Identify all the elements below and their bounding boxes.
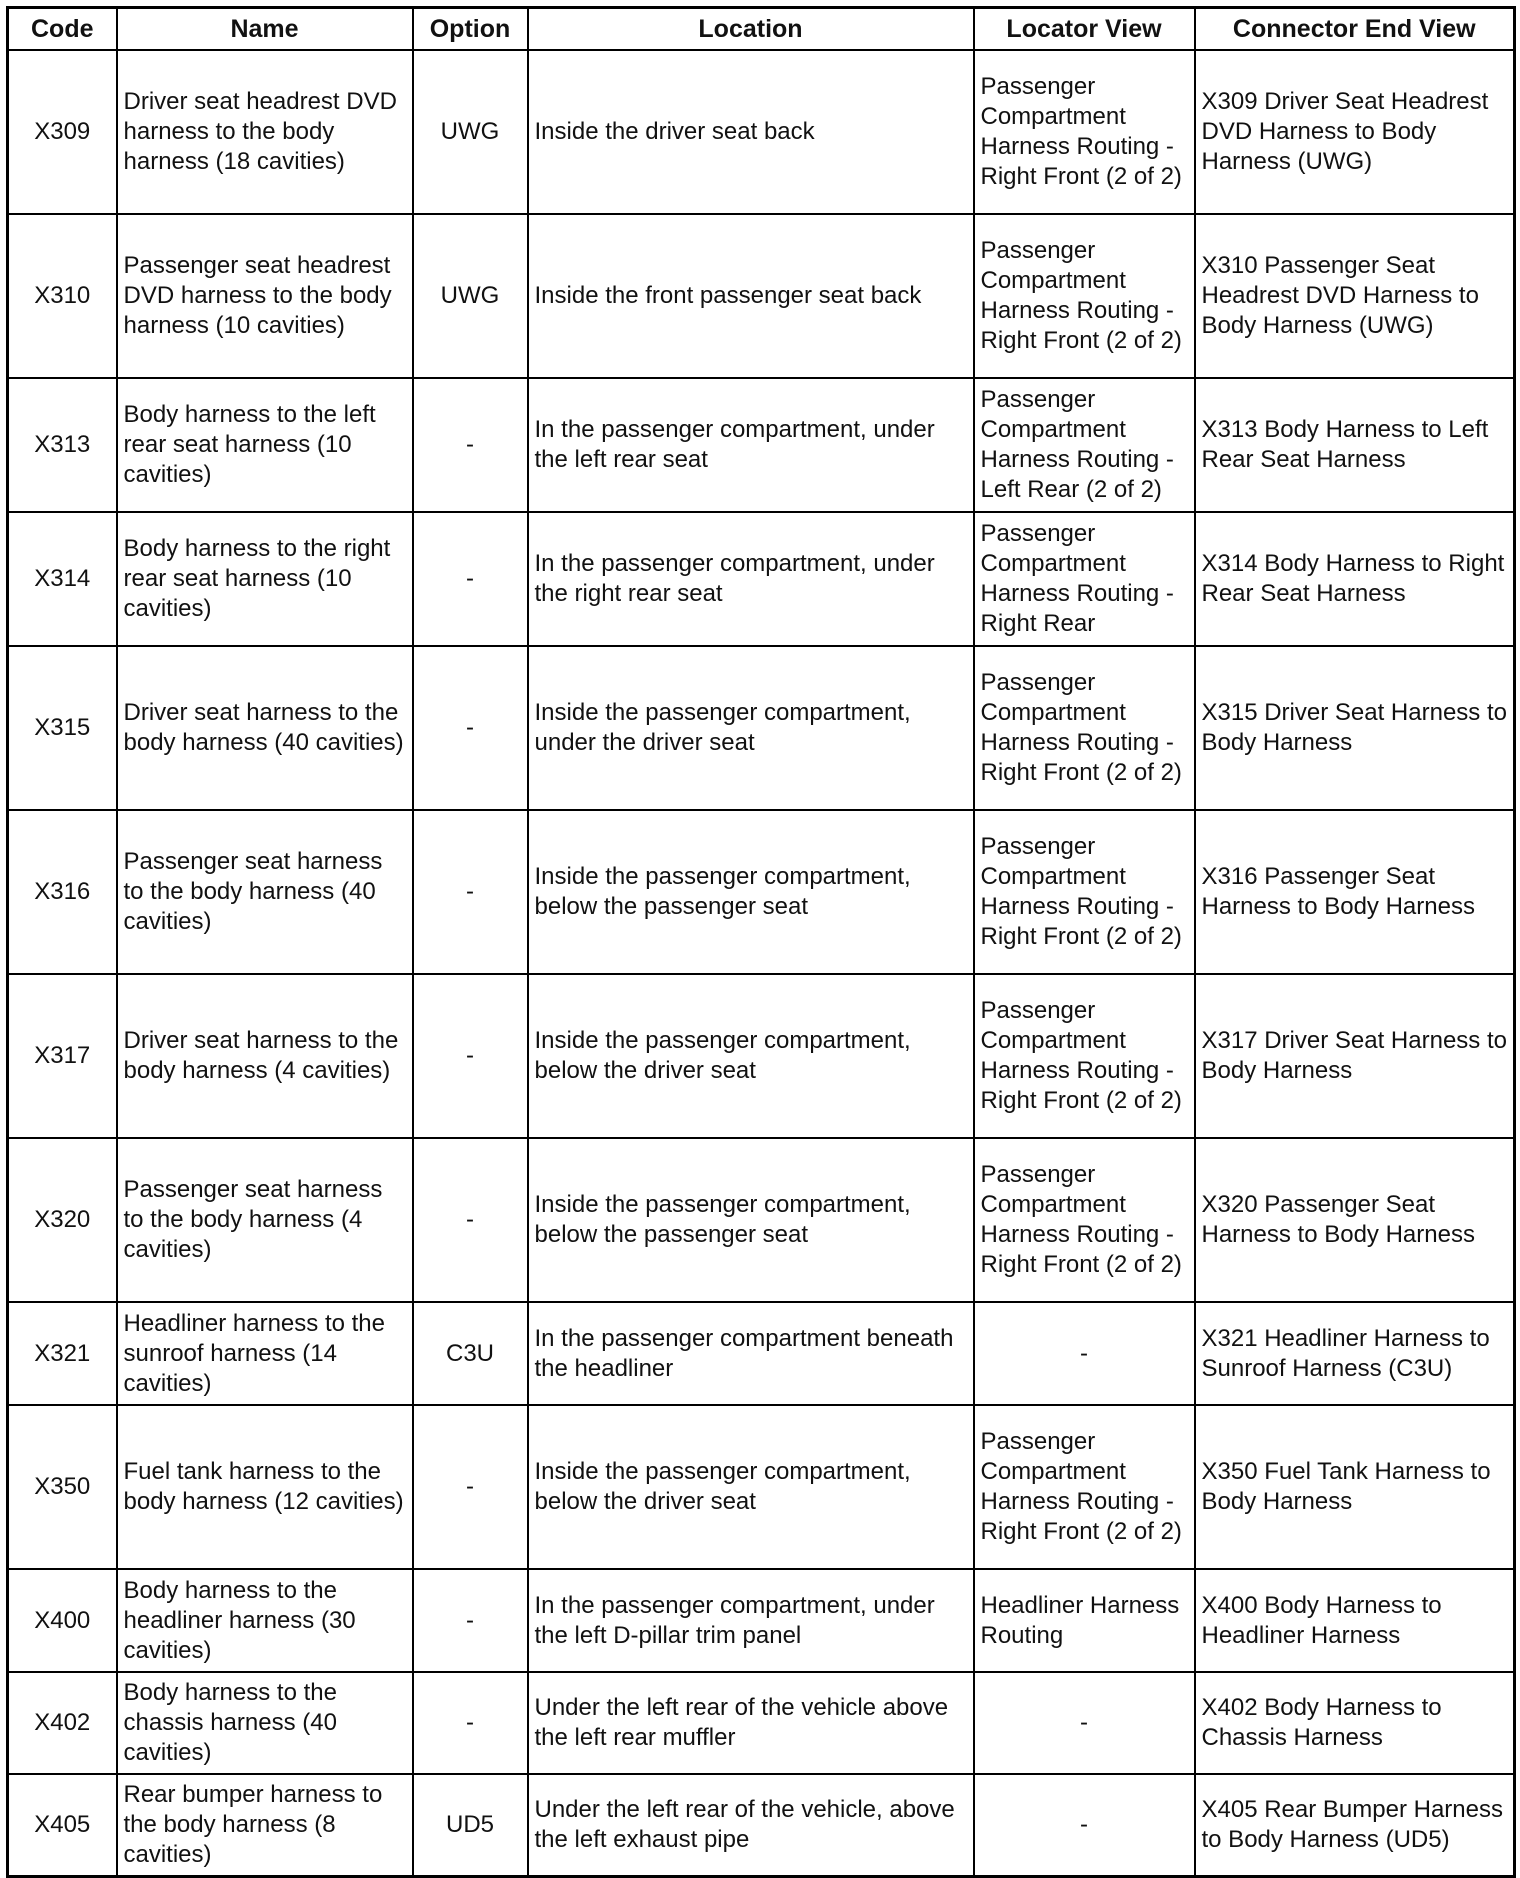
cell-locator-view: Passenger Compartment Harness Routing - Right Front (2 of 2) — [974, 1138, 1195, 1302]
cell-name: Driver seat headrest DVD harness to the body harness (18 cavities) — [117, 50, 413, 214]
cell-locator-view: Passenger Compartment Harness Routing - Right Front (2 of 2) — [974, 646, 1195, 810]
cell-locator-view: Passenger Compartment Harness Routing - Right Front (2 of 2) — [974, 214, 1195, 378]
cell-locator-view: - — [974, 1672, 1195, 1774]
table-row — [8, 1774, 1515, 1877]
header-code: Code — [8, 8, 117, 51]
cell-code: X405 — [8, 1774, 117, 1877]
cell-name: Driver seat harness to the body harness (4 cavities) — [117, 974, 413, 1138]
cell-code: X316 — [8, 810, 117, 974]
cell-connector-end-view: X310 Passenger Seat Headrest DVD Harness to Body Harness (UWG) — [1195, 214, 1515, 378]
cell-code: X320 — [8, 1138, 117, 1302]
cell-option: C3U — [413, 1302, 528, 1405]
cell-location: In the passenger compartment, under the left rear seat — [528, 378, 974, 512]
cell-location: In the passenger compartment, under the right rear seat — [528, 512, 974, 646]
cell-option: UWG — [413, 214, 528, 378]
cell-name: Body harness to the chassis harness (40 cavities) — [117, 1672, 413, 1774]
cell-connector-end-view: X313 Body Harness to Left Rear Seat Harness — [1195, 378, 1515, 512]
cell-code: X314 — [8, 512, 117, 646]
table-row — [8, 378, 1515, 512]
cell-location: Inside the passenger compartment, under the driver seat — [528, 646, 974, 810]
cell-name: Body harness to the right rear seat harness (10 cavities) — [117, 512, 413, 646]
connector-table-container — [6, 6, 1516, 1878]
cell-name: Passenger seat harness to the body harness (40 cavities) — [117, 810, 413, 974]
table-row — [8, 1405, 1515, 1569]
cell-locator-view: Passenger Compartment Harness Routing - Left Rear (2 of 2) — [974, 378, 1195, 512]
cell-option: - — [413, 810, 528, 974]
cell-option: - — [413, 974, 528, 1138]
cell-connector-end-view: X405 Rear Bumper Harness to Body Harness (UD5) — [1195, 1774, 1515, 1877]
cell-location: Under the left rear of the vehicle, above the left exhaust pipe — [528, 1774, 974, 1877]
table-row — [8, 974, 1515, 1138]
cell-connector-end-view: X317 Driver Seat Harness to Body Harness — [1195, 974, 1515, 1138]
table-row — [8, 1569, 1515, 1672]
cell-location: In the passenger compartment beneath the headliner — [528, 1302, 974, 1405]
table-row — [8, 810, 1515, 974]
cell-location: Inside the passenger compartment, below the driver seat — [528, 1405, 974, 1569]
cell-code: X350 — [8, 1405, 117, 1569]
cell-location: In the passenger compartment, under the left D-pillar trim panel — [528, 1569, 974, 1672]
table-row — [8, 1302, 1515, 1405]
cell-location: Inside the front passenger seat back — [528, 214, 974, 378]
cell-location: Inside the passenger compartment, below the passenger seat — [528, 1138, 974, 1302]
table-row — [8, 1672, 1515, 1774]
cell-code: X321 — [8, 1302, 117, 1405]
cell-connector-end-view: X320 Passenger Seat Harness to Body Harness — [1195, 1138, 1515, 1302]
cell-connector-end-view: X350 Fuel Tank Harness to Body Harness — [1195, 1405, 1515, 1569]
cell-connector-end-view: X315 Driver Seat Harness to Body Harness — [1195, 646, 1515, 810]
cell-code: X310 — [8, 214, 117, 378]
connector-table — [6, 6, 1516, 1878]
table-row — [8, 214, 1515, 378]
cell-locator-view: Passenger Compartment Harness Routing - Right Front (2 of 2) — [974, 1405, 1195, 1569]
cell-name: Headliner harness to the sunroof harness (14 cavities) — [117, 1302, 413, 1405]
cell-name: Driver seat harness to the body harness (40 cavities) — [117, 646, 413, 810]
header-location: Location — [528, 8, 974, 51]
header-locator-view: Locator View — [974, 8, 1195, 51]
table-row — [8, 50, 1515, 214]
cell-locator-view: - — [974, 1302, 1195, 1405]
cell-name: Body harness to the left rear seat harness (10 cavities) — [117, 378, 413, 512]
cell-connector-end-view: X316 Passenger Seat Harness to Body Harness — [1195, 810, 1515, 974]
cell-code: X309 — [8, 50, 117, 214]
cell-code: X317 — [8, 974, 117, 1138]
header-name: Name — [117, 8, 413, 51]
cell-connector-end-view: X309 Driver Seat Headrest DVD Harness to Body Harness (UWG) — [1195, 50, 1515, 214]
cell-option: UWG — [413, 50, 528, 214]
cell-location: Inside the passenger compartment, below the passenger seat — [528, 810, 974, 974]
cell-option: - — [413, 646, 528, 810]
cell-connector-end-view: X321 Headliner Harness to Sunroof Harness (C3U) — [1195, 1302, 1515, 1405]
cell-option: - — [413, 1405, 528, 1569]
cell-code: X400 — [8, 1569, 117, 1672]
cell-option: - — [413, 1138, 528, 1302]
cell-location: Inside the driver seat back — [528, 50, 974, 214]
cell-option: - — [413, 378, 528, 512]
cell-connector-end-view: X400 Body Harness to Headliner Harness — [1195, 1569, 1515, 1672]
cell-option: - — [413, 512, 528, 646]
cell-location: Under the left rear of the vehicle above the left rear muffler — [528, 1672, 974, 1774]
table-row — [8, 646, 1515, 810]
cell-locator-view: Passenger Compartment Harness Routing - Right Front (2 of 2) — [974, 50, 1195, 214]
cell-name: Fuel tank harness to the body harness (12 cavities) — [117, 1405, 413, 1569]
cell-option: - — [413, 1672, 528, 1774]
cell-name: Passenger seat headrest DVD harness to the body harness (10 cavities) — [117, 214, 413, 378]
cell-connector-end-view: X314 Body Harness to Right Rear Seat Harness — [1195, 512, 1515, 646]
cell-option: - — [413, 1569, 528, 1672]
cell-code: X313 — [8, 378, 117, 512]
cell-locator-view: - — [974, 1774, 1195, 1877]
cell-locator-view: Passenger Compartment Harness Routing - Right Front (2 of 2) — [974, 974, 1195, 1138]
cell-option: UD5 — [413, 1774, 528, 1877]
cell-name: Passenger seat harness to the body harness (4 cavities) — [117, 1138, 413, 1302]
cell-name: Rear bumper harness to the body harness (8 cavities) — [117, 1774, 413, 1877]
header-connector-end-view: Connector End View — [1195, 8, 1515, 51]
cell-code: X315 — [8, 646, 117, 810]
cell-code: X402 — [8, 1672, 117, 1774]
cell-location: Inside the passenger compartment, below the driver seat — [528, 974, 974, 1138]
header-option: Option — [413, 8, 528, 51]
cell-connector-end-view: X402 Body Harness to Chassis Harness — [1195, 1672, 1515, 1774]
cell-locator-view: Passenger Compartment Harness Routing - Right Front (2 of 2) — [974, 810, 1195, 974]
table-row — [8, 1138, 1515, 1302]
table-row — [8, 512, 1515, 646]
header-row — [8, 8, 1515, 51]
cell-locator-view: Passenger Compartment Harness Routing - Right Rear — [974, 512, 1195, 646]
cell-locator-view: Headliner Harness Routing — [974, 1569, 1195, 1672]
cell-name: Body harness to the headliner harness (30 cavities) — [117, 1569, 413, 1672]
